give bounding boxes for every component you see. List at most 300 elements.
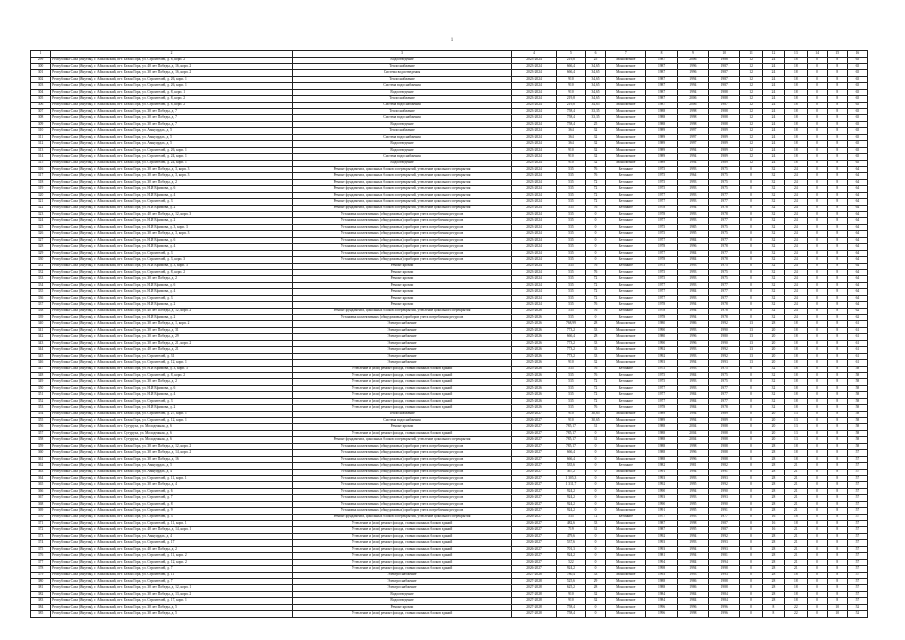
year-overhaul-cell: 1993 bbox=[677, 572, 708, 578]
year-overhaul-cell: 1994 bbox=[677, 83, 708, 89]
wall-material-cell: Монолитное bbox=[606, 488, 646, 494]
col-14-cell: 0 bbox=[807, 385, 827, 391]
period-cell: 2023-2024 bbox=[512, 244, 557, 250]
wall-material-cell: Монолитное bbox=[606, 572, 646, 578]
score-cell: 57 bbox=[847, 456, 867, 462]
col-14-cell: 0 bbox=[807, 611, 827, 617]
col-13-cell: 18 bbox=[785, 57, 807, 63]
wall-material-cell: Бетонное bbox=[606, 282, 646, 288]
col-15-cell: 8 bbox=[827, 134, 847, 140]
address-cell: Республика Саха (Якутия), г. Айхальский, пгт. Белая Гора, ул. 30 лет Победы, д. 14, корп. 2 bbox=[51, 450, 293, 456]
work-type-cell: Электроснабжение bbox=[292, 334, 511, 340]
col-12-cell: 32 bbox=[762, 295, 784, 301]
col-15-cell: 8 bbox=[827, 566, 847, 572]
period-cell: 2023-2024 bbox=[512, 121, 557, 127]
col-11-cell: 0 bbox=[740, 218, 762, 224]
wall-material-cell: Монолитное bbox=[606, 134, 646, 140]
area-cell: 535 bbox=[556, 257, 585, 263]
row-number-cell: 383 bbox=[31, 598, 51, 604]
col-11-cell: 0 bbox=[740, 379, 762, 385]
period-cell: 2023-2024 bbox=[512, 218, 557, 224]
col-13-cell: 24 bbox=[785, 205, 807, 211]
work-type-cell: Электроснабжение bbox=[292, 347, 511, 353]
year-built-cell: 1988 bbox=[646, 450, 677, 456]
col-15-cell: 8 bbox=[827, 430, 847, 436]
row-number-cell: 354 bbox=[31, 411, 51, 417]
col-14-cell: 0 bbox=[807, 347, 827, 353]
period-cell: 2023-2024 bbox=[512, 141, 557, 147]
year-overhaul-cell: 1994 bbox=[677, 308, 708, 314]
period-cell: 2023-2024 bbox=[512, 154, 557, 160]
row-number-cell: 300 bbox=[31, 63, 51, 69]
year-commissioned-cell: 1993 bbox=[709, 572, 740, 578]
period-cell: 2023-2024 bbox=[512, 89, 557, 95]
row-number-cell: 373 bbox=[31, 533, 51, 539]
year-built-cell: 1996 bbox=[646, 611, 677, 617]
area-cell: 535 bbox=[556, 179, 585, 185]
address-cell: Республика Саха (Якутия), г. Айхальский, пгт. Белая Гора, ул. 30 лет Победы, д. 16, корп. 2 bbox=[51, 70, 293, 76]
col-12-cell: 28 bbox=[762, 598, 784, 604]
col-11-cell: 0 bbox=[740, 173, 762, 179]
score-cell: 65 bbox=[847, 96, 867, 102]
score-cell: 64 bbox=[847, 295, 867, 301]
period-cell: 2023-2024 bbox=[512, 231, 557, 237]
col-13-cell: 18 bbox=[785, 514, 807, 520]
year-built-cell: 1975 bbox=[646, 224, 677, 230]
year-overhaul-cell: 1994 bbox=[677, 160, 708, 166]
area-cell: 1 311,7 bbox=[556, 482, 585, 488]
period-cell: 2026-2027 bbox=[512, 508, 557, 514]
col-12-cell: 24 bbox=[762, 89, 784, 95]
year-built-cell: 1975 bbox=[646, 366, 677, 372]
col-11-cell: 0 bbox=[740, 418, 762, 424]
row-number-cell: 336 bbox=[31, 295, 51, 301]
period-cell: 2025-2026 bbox=[512, 353, 557, 359]
col-12-cell: 32 bbox=[762, 308, 784, 314]
col-14-cell: 0 bbox=[807, 450, 827, 456]
period-cell: 2026-2027 bbox=[512, 475, 557, 481]
period-cell: 2026-2027 bbox=[512, 443, 557, 449]
col-14-cell: 0 bbox=[807, 186, 827, 192]
row-number-cell: 324 bbox=[31, 218, 51, 224]
wall-material-cell: Бетонное bbox=[606, 244, 646, 250]
work-type-cell: Ремонт фундамента, цокольных блоков и перекрытий, утепление цокольного перекрытия bbox=[292, 205, 511, 211]
year-commissioned-cell: 1988 bbox=[709, 57, 740, 63]
col-15-cell: 8 bbox=[827, 469, 847, 475]
col-12-cell: 20 bbox=[762, 340, 784, 346]
col-12-cell: 24 bbox=[762, 109, 784, 115]
year-built-cell: 1978 bbox=[646, 302, 677, 308]
col-14-cell: 0 bbox=[807, 514, 827, 520]
col-11-cell: 0 bbox=[740, 179, 762, 185]
year-commissioned-cell: 1993 bbox=[709, 495, 740, 501]
col-15-cell: 8 bbox=[827, 514, 847, 520]
year-built-cell: 1980 bbox=[646, 321, 677, 327]
col-15-cell: 8 bbox=[827, 121, 847, 127]
period-cell: 2023-2024 bbox=[512, 276, 557, 282]
wall-material-cell: Монолитное bbox=[606, 154, 646, 160]
col-13-cell: 18 bbox=[785, 327, 807, 333]
area-cell: 785,17 bbox=[556, 437, 585, 443]
period-cell: 2023-2024 bbox=[512, 179, 557, 185]
area-cell: 625,2 bbox=[556, 585, 585, 591]
work-type-cell: Электроснабжение bbox=[292, 340, 511, 346]
col-13-cell: 24 bbox=[785, 257, 807, 263]
col-14-cell: 0 bbox=[807, 546, 827, 552]
col-14-cell: 0 bbox=[807, 141, 827, 147]
work-type-cell: Система водоснабжения bbox=[292, 418, 511, 424]
area-cell: 535 bbox=[556, 186, 585, 192]
wear-cell: 34,65 bbox=[585, 83, 605, 89]
wall-material-cell: Монолитное bbox=[606, 418, 646, 424]
year-built-cell: 1988 bbox=[646, 437, 677, 443]
col-14-cell: 0 bbox=[807, 508, 827, 514]
col-14-cell: 0 bbox=[807, 475, 827, 481]
score-cell: 65 bbox=[847, 63, 867, 69]
year-commissioned-cell: 1977 bbox=[709, 218, 740, 224]
col-11-cell: 0 bbox=[740, 392, 762, 398]
row-number-cell: 322 bbox=[31, 205, 51, 211]
col-15-cell: 8 bbox=[827, 360, 847, 366]
period-cell: 2026-2027 bbox=[512, 437, 557, 443]
year-commissioned-cell: 1990 bbox=[709, 501, 740, 507]
col-14-cell: 0 bbox=[807, 212, 827, 218]
col-13-cell: 13 bbox=[785, 437, 807, 443]
column-number-4: 4 bbox=[512, 51, 557, 58]
wear-cell: 32 bbox=[585, 598, 605, 604]
area-cell: 364 bbox=[556, 141, 585, 147]
year-overhaul-cell: 1993 bbox=[677, 379, 708, 385]
year-built-cell: 1989 bbox=[646, 141, 677, 147]
period-cell: 2027-2028 bbox=[512, 611, 557, 617]
col-13-cell: 24 bbox=[785, 173, 807, 179]
col-11-cell: 0 bbox=[740, 289, 762, 295]
col-13-cell: 24 bbox=[785, 237, 807, 243]
col-13-cell: 18 bbox=[785, 121, 807, 127]
year-built-cell: 1980 bbox=[646, 334, 677, 340]
work-type-cell: Водоотведение bbox=[292, 591, 511, 597]
wall-material-cell: Монолитное bbox=[606, 469, 646, 475]
wear-cell: 72 bbox=[585, 514, 605, 520]
column-number-12: 12 bbox=[762, 51, 784, 58]
col-15-cell: 8 bbox=[827, 83, 847, 89]
col-15-cell: 8 bbox=[827, 289, 847, 295]
wear-cell: 0 bbox=[585, 604, 605, 610]
row-number-cell: 366 bbox=[31, 488, 51, 494]
wear-cell: 76 bbox=[585, 302, 605, 308]
work-type-cell: Теплоснабжение bbox=[292, 96, 511, 102]
work-type-cell: Ремонт фундамента, цокольных блоков и перекрытий, утепление цокольного перекрытия bbox=[292, 437, 511, 443]
col-13-cell: 24 bbox=[785, 192, 807, 198]
address-cell: Республика Саха (Якутия), г. Айхальский, пгт. Белая Гора, ул. 30 лет Победы, д. 5 bbox=[51, 604, 293, 610]
year-built-cell: 1984 bbox=[646, 598, 677, 604]
address-cell: Республика Саха (Якутия), г. Айхальский, пгт. Белая Гора, ул. Н.И Ефимова, д. 3, корп. 3 bbox=[51, 224, 293, 230]
col-12-cell: 8 bbox=[762, 604, 784, 610]
year-overhaul-cell: 1984 bbox=[677, 591, 708, 597]
work-type-cell: Утепление и (или) ремонт фасада, ставни оконных блоков зданий bbox=[292, 566, 511, 572]
wall-material-cell: Бетонное bbox=[606, 366, 646, 372]
col-12-cell: 32 bbox=[762, 392, 784, 398]
score-cell: 57 bbox=[847, 514, 867, 520]
wear-cell: 76 bbox=[585, 166, 605, 172]
wall-material-cell: Монолитное bbox=[606, 527, 646, 533]
col-13-cell: 21 bbox=[785, 553, 807, 559]
year-commissioned-cell: 1996 bbox=[709, 611, 740, 617]
col-12-cell: 32 bbox=[762, 282, 784, 288]
col-12-cell: 28 bbox=[762, 585, 784, 591]
col-15-cell: 8 bbox=[827, 128, 847, 134]
wear-cell: 34,65 bbox=[585, 89, 605, 95]
year-commissioned-cell: 1989 bbox=[709, 418, 740, 424]
row-number-cell: 321 bbox=[31, 199, 51, 205]
year-commissioned-cell: 1975 bbox=[709, 166, 740, 172]
col-12-cell: 32 bbox=[762, 179, 784, 185]
row-number-cell: 372 bbox=[31, 527, 51, 533]
col-11-cell: 0 bbox=[740, 424, 762, 430]
col-12-cell: 28 bbox=[762, 443, 784, 449]
col-13-cell: 18 bbox=[785, 585, 807, 591]
col-14-cell: 0 bbox=[807, 244, 827, 250]
col-13-cell: 24 bbox=[785, 308, 807, 314]
col-12-cell: 28 bbox=[762, 463, 784, 469]
year-overhaul-cell: 1993 bbox=[677, 199, 708, 205]
col-15-cell: 8 bbox=[827, 276, 847, 282]
year-built-cell: 1987 bbox=[646, 57, 677, 63]
wall-material-cell: Монолитное bbox=[606, 591, 646, 597]
col-13-cell: 24 bbox=[785, 263, 807, 269]
wear-cell: 30,65 bbox=[585, 411, 605, 417]
year-overhaul-cell: 1995 bbox=[677, 508, 708, 514]
col-12-cell: 24 bbox=[762, 147, 784, 153]
year-commissioned-cell: 1981 bbox=[709, 553, 740, 559]
wear-cell: 31 bbox=[585, 527, 605, 533]
col-11-cell: 0 bbox=[740, 501, 762, 507]
year-built-cell: 1987 bbox=[646, 70, 677, 76]
score-cell: 57 bbox=[847, 475, 867, 481]
col-11-cell: 13 bbox=[740, 347, 762, 353]
col-11-cell: 13 bbox=[740, 353, 762, 359]
score-cell: 64 bbox=[847, 244, 867, 250]
col-13-cell: 21 bbox=[785, 540, 807, 546]
col-11-cell: 12 bbox=[740, 102, 762, 108]
row-number-cell: 342 bbox=[31, 334, 51, 340]
year-overhaul-cell: 1996 bbox=[677, 244, 708, 250]
score-cell: 61 bbox=[847, 321, 867, 327]
row-number-cell: 377 bbox=[31, 559, 51, 565]
wear-cell: 72 bbox=[585, 295, 605, 301]
score-cell: 65 bbox=[847, 128, 867, 134]
wall-material-cell: Монолитное bbox=[606, 501, 646, 507]
year-built-cell: 1978 bbox=[646, 315, 677, 321]
row-number-cell: 311 bbox=[31, 134, 51, 140]
address-cell: Республика Саха (Якутия), г. Айхальский, пгт. Белая Гора, ул. Строителей, д. 3 bbox=[51, 199, 293, 205]
year-built-cell: 1993 bbox=[646, 475, 677, 481]
year-commissioned-cell: 1989 bbox=[709, 147, 740, 153]
work-type-cell: Утепление и (или) ремонт фасада, ставни оконных блоков зданий bbox=[292, 559, 511, 565]
col-14-cell: 0 bbox=[807, 57, 827, 63]
col-13-cell: 18 bbox=[785, 385, 807, 391]
area-cell: 535 bbox=[556, 282, 585, 288]
wear-cell: 72 bbox=[585, 282, 605, 288]
address-cell: Республика Саха (Якутия), г. Айхальский, пгт. Белая Гора, ул. Н.И Ефимова, д. 4 bbox=[51, 392, 293, 398]
address-cell: Республика Саха (Якутия), г. Айхальский, пгт. Белая Гора, ул. Амнуордах, д. 4 bbox=[51, 469, 293, 475]
score-cell: 57 bbox=[847, 501, 867, 507]
col-12-cell: 32 bbox=[762, 315, 784, 321]
col-11-cell: 0 bbox=[740, 244, 762, 250]
year-commissioned-cell: 1987 bbox=[709, 70, 740, 76]
row-number-cell: 309 bbox=[31, 121, 51, 127]
row-number-cell: 335 bbox=[31, 289, 51, 295]
work-type-cell: Установка коллективных (общедомовых) приборов учета потребления ресурсов bbox=[292, 495, 511, 501]
col-15-cell: 8 bbox=[827, 308, 847, 314]
score-cell: 58 bbox=[847, 398, 867, 404]
work-type-cell: Установка коллективных (общедомовых) приборов учета потребления ресурсов bbox=[292, 231, 511, 237]
col-13-cell: 24 bbox=[785, 218, 807, 224]
wall-material-cell: Монолитное bbox=[606, 57, 646, 63]
col-13-cell: 18 bbox=[785, 450, 807, 456]
col-13-cell: 21 bbox=[785, 559, 807, 565]
year-built-cell: 1992 bbox=[646, 482, 677, 488]
wear-cell: 0 bbox=[585, 475, 605, 481]
period-cell: 2026-2027 bbox=[512, 553, 557, 559]
col-13-cell: 24 bbox=[785, 295, 807, 301]
area-cell: 910 bbox=[556, 83, 585, 89]
area-cell: 535 bbox=[556, 192, 585, 198]
address-cell: Республика Саха (Якутия), г. Айхальский, пгт. Белая Гора, ул. 40 лет Победы, д. 2 bbox=[51, 546, 293, 552]
col-13-cell: 18 bbox=[785, 321, 807, 327]
wear-cell: 28 bbox=[585, 334, 605, 340]
area-cell: 535 bbox=[556, 250, 585, 256]
wall-material-cell: Бетонное bbox=[606, 302, 646, 308]
col-15-cell: 8 bbox=[827, 70, 847, 76]
col-12-cell: 24 bbox=[762, 83, 784, 89]
year-overhaul-cell: 1986 bbox=[677, 578, 708, 584]
row-number-cell: 347 bbox=[31, 366, 51, 372]
work-type-cell: Электроснабжение bbox=[292, 360, 511, 366]
col-14-cell: 0 bbox=[807, 604, 827, 610]
year-built-cell: 1994 bbox=[646, 559, 677, 565]
address-cell: Республика Саха (Якутия), г. Айхальский, пгт. Белая Гора, ул. 30 лет Победы, д. 2 bbox=[51, 276, 293, 282]
year-overhaul-cell: 1984 bbox=[677, 392, 708, 398]
col-13-cell: 21 bbox=[785, 508, 807, 514]
score-cell: 57 bbox=[847, 566, 867, 572]
work-type-cell: Установка коллективных (общедомовых) приборов учета потребления ресурсов bbox=[292, 488, 511, 494]
period-cell: 2025-2026 bbox=[512, 392, 557, 398]
period-cell: 2027-2028 bbox=[512, 572, 557, 578]
wear-cell: 32 bbox=[585, 360, 605, 366]
year-overhaul-cell: 1994 bbox=[677, 566, 708, 572]
col-15-cell: 8 bbox=[827, 212, 847, 218]
year-built-cell: 1975 bbox=[646, 186, 677, 192]
year-overhaul-cell: 1993 bbox=[677, 353, 708, 359]
score-cell: 64 bbox=[847, 237, 867, 243]
area-cell: 219,8 bbox=[556, 57, 585, 63]
year-overhaul-cell: 1996 bbox=[677, 334, 708, 340]
year-commissioned-cell: 1977 bbox=[709, 392, 740, 398]
col-12-cell: 28 bbox=[762, 540, 784, 546]
col-11-cell: 0 bbox=[740, 495, 762, 501]
score-cell: 58 bbox=[847, 379, 867, 385]
work-type-cell: Установка коллективных (общедомовых) приборов учета потребления ресурсов bbox=[292, 250, 511, 256]
col-14-cell: 0 bbox=[807, 160, 827, 166]
work-type-cell: Теплоснабжение bbox=[292, 411, 511, 417]
wear-cell: 0 bbox=[585, 501, 605, 507]
period-cell: 2023-2024 bbox=[512, 160, 557, 166]
col-11-cell: 0 bbox=[740, 598, 762, 604]
row-number-cell: 370 bbox=[31, 514, 51, 520]
col-12-cell: 32 bbox=[762, 276, 784, 282]
col-11-cell: 0 bbox=[740, 604, 762, 610]
col-15-cell: 8 bbox=[827, 405, 847, 411]
year-commissioned-cell: 1992 bbox=[709, 347, 740, 353]
area-cell: 535 bbox=[556, 224, 585, 230]
year-built-cell: 1989 bbox=[646, 154, 677, 160]
year-commissioned-cell: 1987 bbox=[709, 521, 740, 527]
col-12-cell: 24 bbox=[762, 96, 784, 102]
col-11-cell: 0 bbox=[740, 212, 762, 218]
year-overhaul-cell: 1993 bbox=[677, 385, 708, 391]
col-12-cell: 28 bbox=[762, 559, 784, 565]
row-number-cell: 356 bbox=[31, 424, 51, 430]
col-11-cell: 0 bbox=[740, 559, 762, 565]
year-built-cell: 1987 bbox=[646, 102, 677, 108]
col-11-cell: 0 bbox=[740, 450, 762, 456]
year-built-cell: 1988 bbox=[646, 578, 677, 584]
area-cell: 535 bbox=[556, 244, 585, 250]
row-number-cell: 375 bbox=[31, 546, 51, 552]
row-number-cell: 340 bbox=[31, 321, 51, 327]
col-12-cell: 28 bbox=[762, 495, 784, 501]
period-cell: 2023-2024 bbox=[512, 224, 557, 230]
address-cell: Республика Саха (Якутия), г. Айхальский, пгт. Сутуруха, ул. Молодежная, д. 6 bbox=[51, 437, 293, 443]
col-11-cell: 0 bbox=[740, 527, 762, 533]
period-cell: 2025-2026 bbox=[512, 360, 557, 366]
year-commissioned-cell: 1975 bbox=[709, 263, 740, 269]
col-12-cell: 20 bbox=[762, 411, 784, 417]
col-11-cell: 0 bbox=[740, 611, 762, 617]
area-cell: 924,2 bbox=[556, 553, 585, 559]
wall-material-cell: Монолитное bbox=[606, 327, 646, 333]
col-12-cell: 32 bbox=[762, 372, 784, 378]
year-commissioned-cell: 1978 bbox=[709, 205, 740, 211]
row-number-cell: 359 bbox=[31, 443, 51, 449]
col-15-cell: 8 bbox=[827, 147, 847, 153]
year-built-cell: 1989 bbox=[646, 147, 677, 153]
area-cell: 773,2 bbox=[556, 327, 585, 333]
area-cell: 666,4 bbox=[556, 450, 585, 456]
wall-material-cell: Бетонное bbox=[606, 173, 646, 179]
score-cell: 58 bbox=[847, 443, 867, 449]
col-13-cell: 18 bbox=[785, 76, 807, 82]
year-overhaul-cell: 1997 bbox=[677, 141, 708, 147]
wall-material-cell: Бетонное bbox=[606, 205, 646, 211]
col-13-cell: 18 bbox=[785, 366, 807, 372]
score-cell: 64 bbox=[847, 257, 867, 263]
period-cell: 2023-2024 bbox=[512, 76, 557, 82]
wall-material-cell: Монолитное bbox=[606, 553, 646, 559]
column-number-14: 14 bbox=[807, 51, 827, 58]
year-built-cell: 1992 bbox=[646, 347, 677, 353]
address-cell: Республика Саха (Якутия), г. Айхальский, пгт. Белая Гора, ул. 30 лет Победы, д. 4 bbox=[51, 482, 293, 488]
col-15-cell: 8 bbox=[827, 379, 847, 385]
score-cell: 61 bbox=[847, 353, 867, 359]
row-number-cell: 299 bbox=[31, 57, 51, 63]
col-12-cell: 24 bbox=[762, 121, 784, 127]
area-cell: 535 bbox=[556, 514, 585, 520]
year-built-cell: 1975 bbox=[646, 166, 677, 172]
year-built-cell: 1991 bbox=[646, 508, 677, 514]
year-commissioned-cell: 1975 bbox=[709, 231, 740, 237]
